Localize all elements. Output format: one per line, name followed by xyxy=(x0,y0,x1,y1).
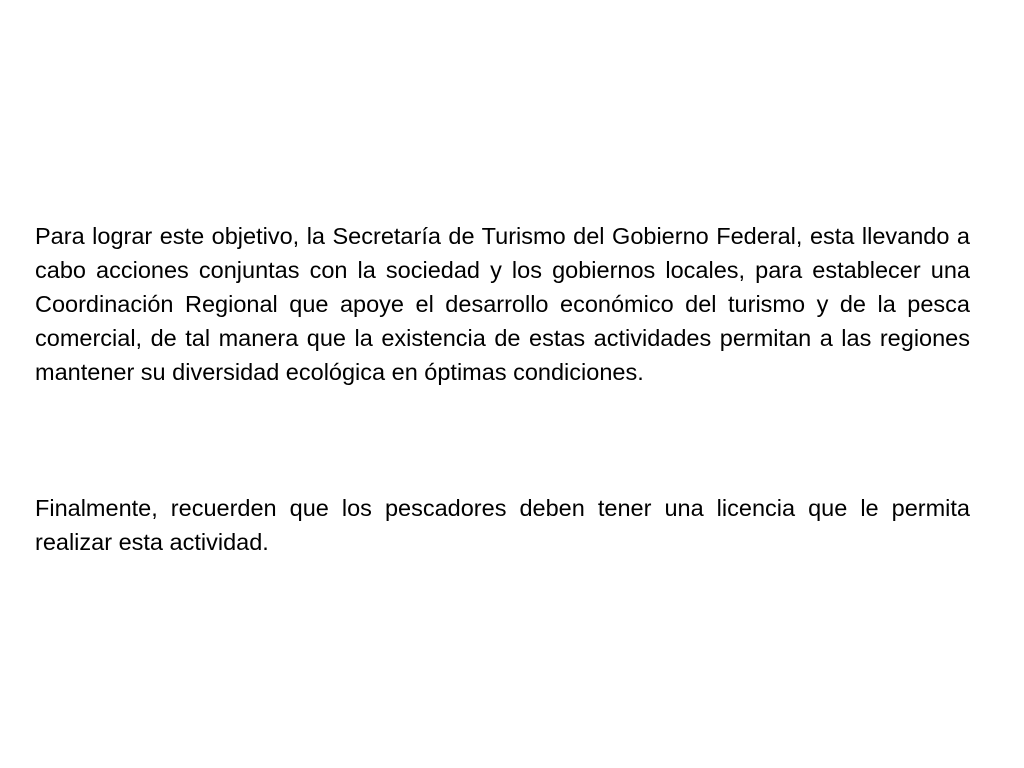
paragraph-objective: Para lograr este objetivo, la Secretaría de Turismo del Gobierno Federal, esta llevando a cabo acciones conjuntas con la sociedad y los gobiernos locales, para establecer una Coordinación Regional que apoye el desarrollo económico del turismo y de la pesca comercial, de tal manera que la existencia de estas actividades permitan a las regiones mantener su diversidad ecológica en óptimas condiciones. xyxy=(35,223,970,385)
paragraph-license: Finalmente, recuerden que los pescadores deben tener una licencia que le permita realizar esta actividad. xyxy=(35,495,970,555)
